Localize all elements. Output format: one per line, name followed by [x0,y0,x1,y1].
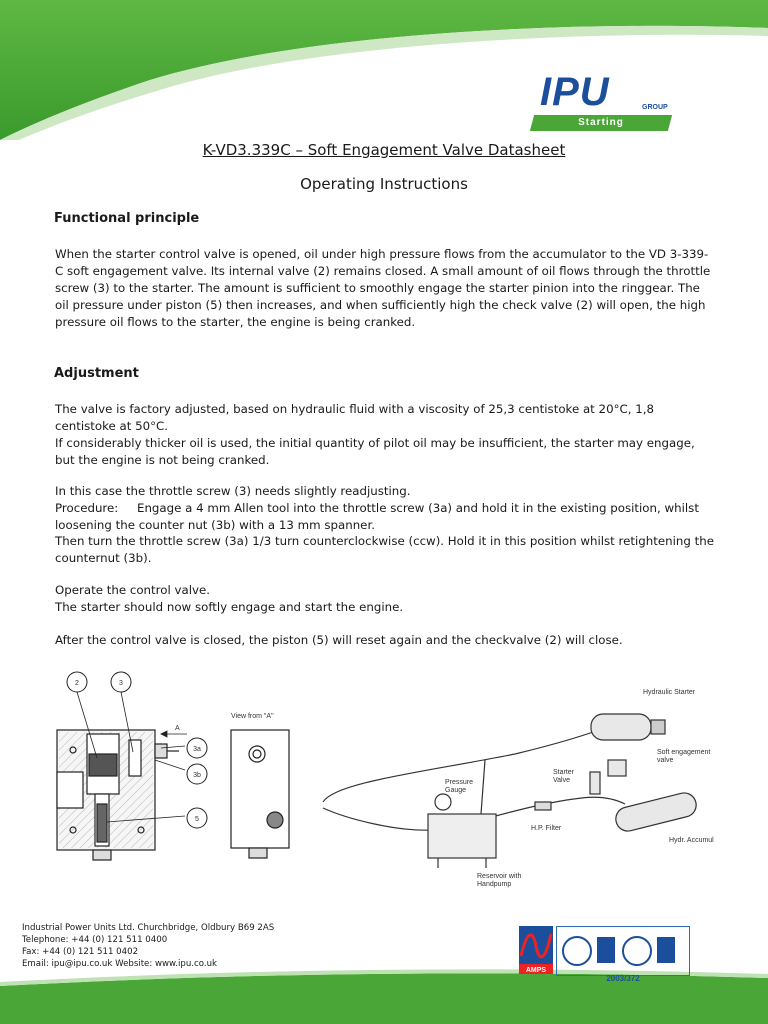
valve-system-diagram [45,662,725,892]
paragraph-adjustment-procedure: Procedure: Engage a 4 mm Allen tool into the throttle screw (3a) and hold it in the existing position, whilst loosening the counter nut (3b) with a 13 mm spanner. [55,501,699,532]
page-subtitle: Operating Instructions [300,175,468,193]
label-hydr-accumulator: Hydr. Accumul [669,837,714,844]
callout-3 [111,672,131,692]
label-reservoir-2: Handpump [477,881,512,888]
paragraph-adjustment-4: Then turn the throttle screw (3a) 1/3 turn counterclockwise (ccw). Hold it in this position whilst retightening the counternut (3b). [55,534,714,565]
paragraph-functional: When the starter control valve is opened, oil under high pressure flows from the accumulator to the VD 3-339-C soft engagement valve. Its internal valve (2) remains closed. A small amount of oil flows through the throttle screw (3) to the starter. The amount is sufficient to smoothly engage the starter pinion into the ringgear. The oil pressure under piston (5) then increases, and when sufficiently high the check valve (2) will open, the high pressure oil flows to the starter, the engine is being cranked. [55,247,711,329]
callout-5-label: 5 [195,816,199,823]
page-title: K-VD3.339C – Soft Engagement Valve Datasheet [202,141,566,159]
label-soft-engagement-2: valve [657,757,674,764]
certification-badges [557,927,689,975]
heading-functional: Functional principle [54,211,200,226]
paragraph-adjustment-6: The starter should now softly engage and start the engine. [55,600,404,614]
view-from-a-label: View from "A" [231,713,274,720]
certification-logos [556,926,690,976]
paragraph-adjustment-5: Operate the control valve. [55,583,210,597]
label-pressure-gauge-1: Pressure [445,779,474,786]
logo-tagline: Starting [578,117,624,128]
label-starter-valve-2: Valve [553,777,570,784]
valve-section-drawing [57,730,179,860]
company-fax: Fax: +44 (0) 121 511 0402 [22,947,139,957]
paragraph-adjustment-1: The valve is factory adjusted, based on hydraulic fluid with a viscosity of 25,3 centistoke at 20°C, 1,8 centistoke at 50°C. [55,402,654,433]
label-soft-engagement-1: Soft engagement [657,749,711,756]
certificate-number: 2003/372 [606,974,640,983]
paragraph-adjustment-7: After the control valve is closed, the piston (5) will reset again and the checkvalve (2) will close. [55,633,623,647]
label-reservoir-1: Reservoir with [477,873,522,880]
callout-2 [67,672,87,692]
amps-label: AMPS [525,967,547,974]
paragraph-adjustment-3: In this case the throttle screw (3) needs slightly readjusting. [55,484,411,498]
callout-3-label: 3 [119,680,123,687]
company-address: Industrial Power Units Ltd. Churchbridge, Oldbury B69 2AS [22,923,275,933]
company-email-website[interactable]: Email: ipu@ipu.co.uk Website: www.ipu.co.uk [22,959,218,969]
callout-3b [187,764,207,784]
logo-group: GROUP [642,104,668,111]
company-telephone: Telephone: +44 (0) 121 511 0400 [22,935,168,945]
callout-3b-label: 3b [193,772,201,779]
amps-logo [519,926,553,974]
callout-5 [187,808,207,828]
label-starter-valve-1: Starter [553,769,575,776]
paragraph-adjustment-2: If considerably thicker oil is used, the initial quantity of pilot oil may be insufficient, the starter may engage, but the engine is not being cranked. [55,436,695,467]
callout-3a-label: 3a [193,746,201,753]
company-contact [22,922,274,970]
logo-tagline-bar [530,115,672,131]
label-pressure-gauge-2: Gauge [445,787,467,794]
callout-2-label: 2 [75,680,79,687]
logo-brand: IPU [540,70,610,114]
label-hydraulic-starter: Hydraulic Starter [643,689,696,696]
ipu-logo [530,70,690,132]
callout-3a [187,738,207,758]
label-hp-filter: H.P. Filter [531,825,562,832]
arrow-a-label: A [175,725,180,732]
heading-adjustment: Adjustment [54,366,139,381]
view-from-a-drawing [231,730,289,858]
hydraulic-system-drawing [323,714,699,868]
